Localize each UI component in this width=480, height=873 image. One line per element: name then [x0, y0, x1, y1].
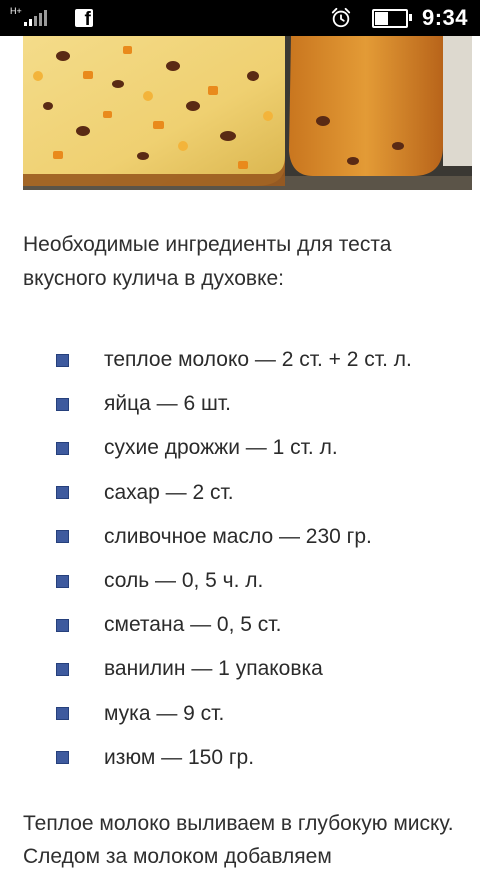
signal-icon: [24, 10, 47, 26]
network-type-label: H+: [10, 6, 22, 16]
status-bar: [0, 0, 480, 36]
bullet-square-icon: [56, 442, 69, 455]
list-item: [23, 736, 463, 780]
ingredient-text: яйца — 6 шт.: [104, 392, 231, 416]
list-item: [23, 692, 463, 736]
list-item: [23, 559, 463, 603]
bullet-square-icon: [56, 575, 69, 588]
ingredient-text: изюм — 150 гр.: [104, 745, 255, 769]
ingredient-text: сметана — 0, 5 ст.: [104, 613, 282, 637]
article-content: [23, 228, 463, 873]
facebook-icon[interactable]: [75, 9, 93, 27]
ingredient-text: соль — 0, 5 ч. л.: [104, 569, 264, 593]
bullet-square-icon: [56, 707, 69, 720]
bullet-square-icon: [56, 530, 69, 543]
bullet-square-icon: [56, 619, 69, 632]
ingredient-text: сливочное масло — 230 гр.: [104, 524, 372, 548]
bullet-square-icon: [56, 398, 69, 411]
bullet-square-icon: [56, 663, 69, 676]
status-bar-left: [10, 6, 93, 30]
list-item: [23, 603, 463, 647]
list-item: [23, 382, 463, 426]
ingredients-intro: Необходимые ингредиенты для теста вкусного кулича в духовке:: [23, 233, 392, 290]
bullet-square-icon: [56, 486, 69, 499]
battery-icon: [372, 9, 408, 28]
instructions-paragraph: Теплое молоко выливаем в глубокую миску. Следом за молоком добавляем: [23, 811, 454, 868]
ingredient-text: сухие дрожжи — 1 ст. л.: [104, 436, 338, 460]
bullet-square-icon: [56, 751, 69, 764]
status-time: 9:34: [421, 5, 468, 30]
list-item: [23, 647, 463, 691]
ingredient-text: сахар — 2 ст.: [104, 480, 234, 504]
kulich-illustration: [23, 36, 472, 190]
kulich-photo: [23, 36, 472, 190]
ingredients-list: [23, 338, 463, 780]
ingredient-text: теплое молоко — 2 ст. + 2 ст. л.: [104, 348, 412, 372]
list-item: [23, 471, 463, 515]
ingredient-text: мука — 9 ст.: [104, 701, 225, 725]
status-bar-right: [330, 0, 468, 36]
list-item: [23, 426, 463, 470]
alarm-icon: [330, 7, 352, 29]
list-item: [23, 515, 463, 559]
bullet-square-icon: [56, 354, 69, 367]
list-item: [23, 338, 463, 382]
ingredient-text: ванилин — 1 упаковка: [104, 657, 323, 681]
